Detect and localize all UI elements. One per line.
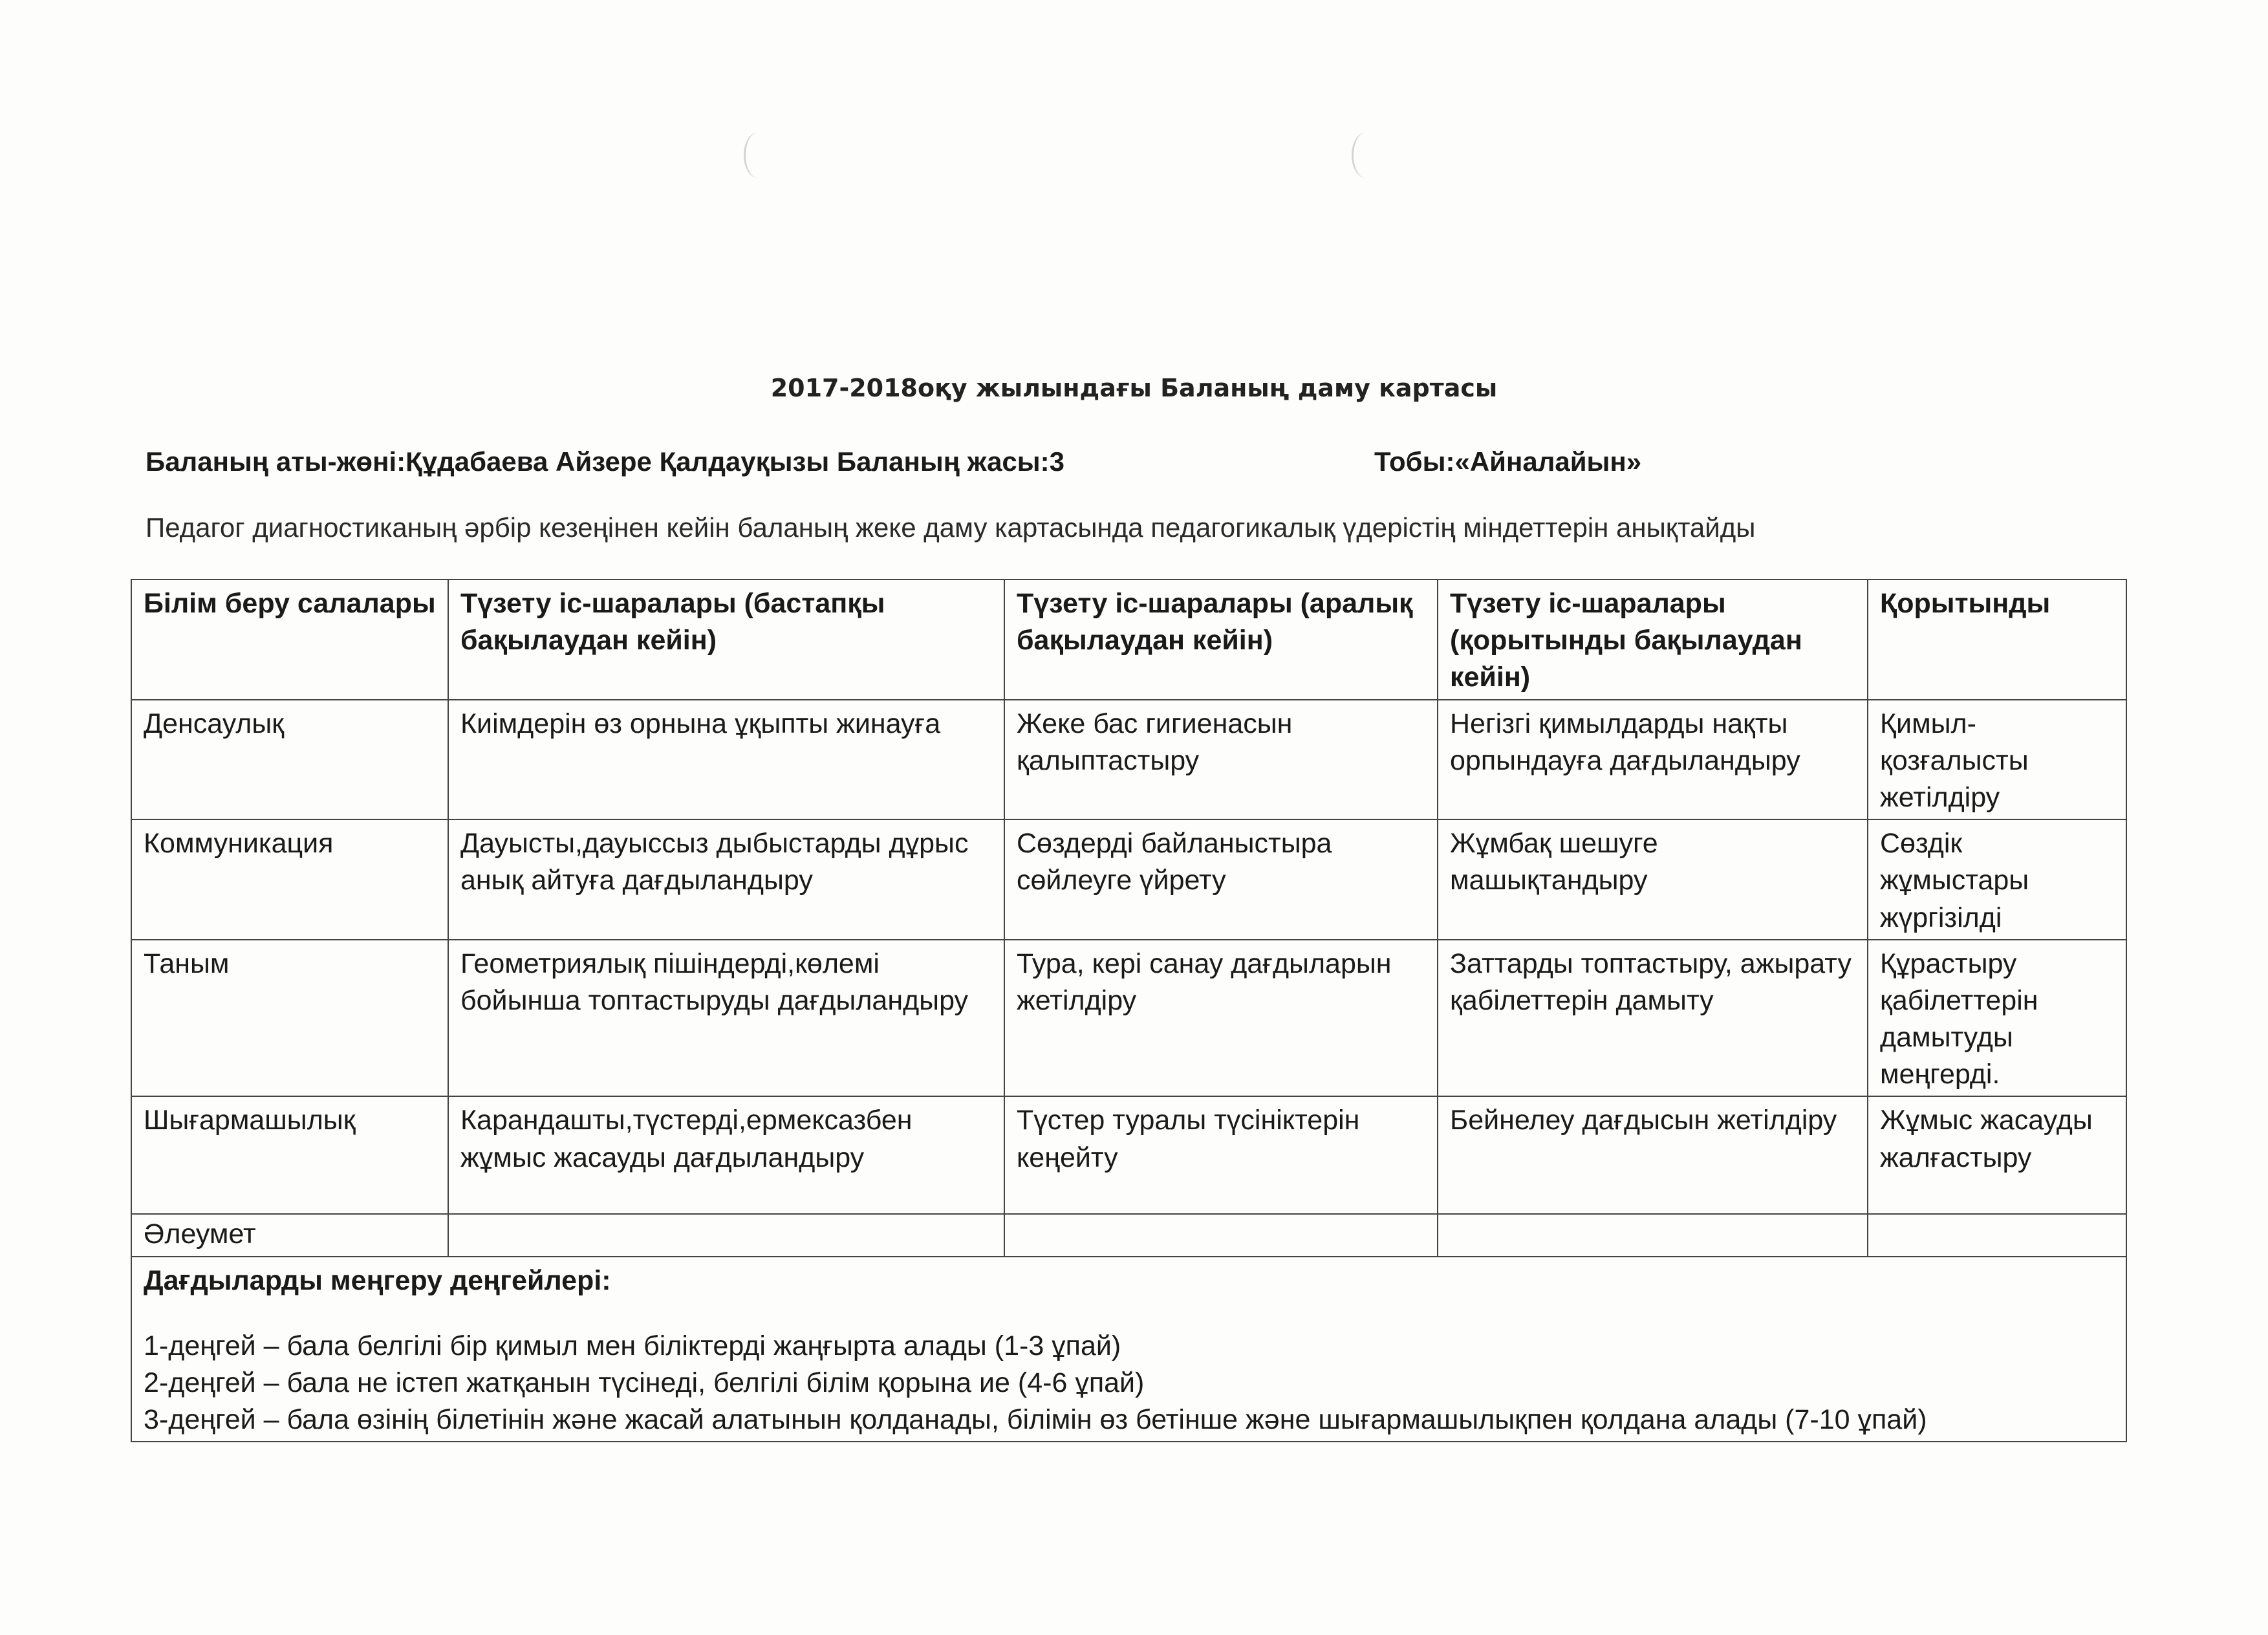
area-cell: Шығармашылық: [131, 1096, 448, 1214]
conclusion-cell: Қимыл-қозғалысты жетілдіру: [1868, 700, 2126, 820]
table-row: [131, 1214, 2126, 1256]
header-cell-intermediate: Түзету іс-шаралары (аралық бақылаудан кейін): [1004, 579, 1438, 700]
document-title: 2017-2018оқу жылындағы Баланың даму картасы: [770, 374, 1498, 402]
group-info: Тобы:«Айналайын»: [1374, 446, 1642, 477]
initial-cell: Дауысты,дауыссыз дыбыстарды дұрыс анық айтуға дағдыландыру: [448, 819, 1004, 940]
final-cell: Заттарды топтастыру, ажырату қабілеттерін дамыту: [1438, 940, 1868, 1097]
initial-cell: Карандашты,түстерді,ермексазбен жұмыс жасауды дағдыландыру: [448, 1096, 1004, 1214]
final-cell: Бейнелеу дағдысын жетілдіру: [1438, 1096, 1868, 1214]
level-item: 2-деңгей – бала не істеп жатқанын түсінеді, белгілі білім қорына ие (4-6 ұпай): [144, 1367, 1145, 1398]
development-map-table: [131, 579, 2127, 1442]
final-cell: [1438, 1214, 1868, 1256]
initial-cell: Геометриялық пішіндерді,көлемі бойынша топтастыруды дағдыландыру: [448, 940, 1004, 1097]
levels-spacer: [144, 1299, 2117, 1328]
table-row: [131, 1096, 2126, 1214]
table-row: [131, 940, 2126, 1097]
punch-hole-mark: [744, 133, 772, 178]
header-cell-final: Түзету іс-шаралары (қорытынды бақылаудан кейін): [1438, 579, 1868, 700]
child-info: Баланың аты-жөні:Құдабаева Айзере Қалдауқызы Баланың жасы:3: [146, 446, 1065, 477]
table-row: [131, 819, 2126, 940]
initial-cell: Киімдерін өз орнына ұқыпты жинауға: [448, 700, 1004, 820]
intro-text: Педагог диагностиканың әрбір кезеңінен кейін баланың жеке даму картасында педагогикалық үдерістің міндеттерін анықтайды: [146, 512, 1756, 543]
initial-cell: [448, 1214, 1004, 1256]
area-cell: Таным: [131, 940, 448, 1097]
intermediate-cell: Түстер туралы түсініктерін кеңейту: [1004, 1096, 1438, 1214]
conclusion-cell: [1868, 1214, 2126, 1256]
conclusion-cell: Құрастыру қабілеттерін дамытуды меңгерді.: [1868, 940, 2126, 1097]
table-header-row: [131, 579, 2126, 700]
final-cell: Жұмбақ шешуге машықтандыру: [1438, 819, 1868, 940]
conclusion-cell: Сөздік жұмыстары жүргізілді: [1868, 819, 2126, 940]
conclusion-cell: Жұмыс жасауды жалғастыру: [1868, 1096, 2126, 1214]
table-row: [131, 700, 2126, 820]
final-cell: Негізгі қимылдарды нақты орпындауға дағдыландыру: [1438, 700, 1868, 820]
levels-row: [131, 1257, 2126, 1442]
level-item: 3-деңгей – бала өзінің білетінін және жасай алатынын қолданады, білімін өз бетінше және шығармашылықпен қолдана алады (7-10 ұпай): [144, 1404, 1927, 1436]
header-cell-areas: Білім беру салалары: [131, 579, 448, 700]
area-cell: Әлеумет: [131, 1214, 448, 1256]
punch-hole-mark: [1352, 133, 1379, 178]
intermediate-cell: Жеке бас гигиенасын қалыптастыру: [1004, 700, 1438, 820]
intermediate-cell: Тура, кері санау дағдыларын жетілдіру: [1004, 940, 1438, 1097]
intermediate-cell: Сөздерді байланыстыра сөйлеуге үйрету: [1004, 819, 1438, 940]
area-cell: Денсаулық: [131, 700, 448, 820]
intermediate-cell: [1004, 1214, 1438, 1256]
level-item: 1-деңгей – бала белгілі бір қимыл мен біліктерді жаңғырта алады (1-3 ұпай): [144, 1330, 1121, 1361]
header-cell-conclusion: Қорытынды: [1868, 579, 2126, 700]
levels-cell: [131, 1257, 2126, 1442]
levels-title: Дағдыларды меңгеру деңгейлері:: [144, 1264, 611, 1296]
header-cell-initial: Түзету іс-шаралары (бастапқы бақылаудан кейін): [448, 579, 1004, 700]
area-cell: Коммуникация: [131, 819, 448, 940]
